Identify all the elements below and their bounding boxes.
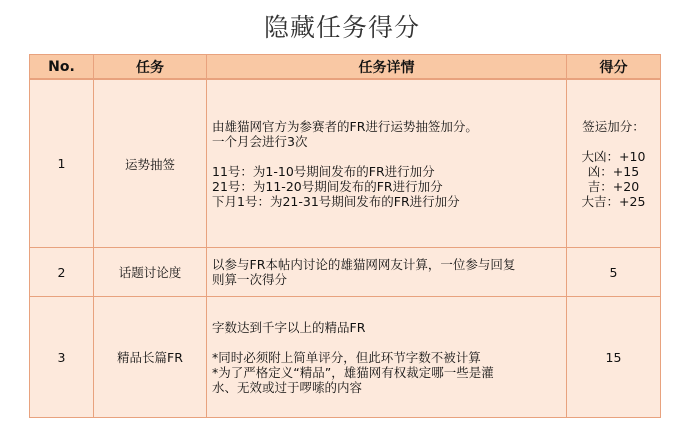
detail-line: 以参与FR本帖内讨论的雄猫网网友计算，一位参与回复	[212, 257, 516, 272]
task-name: 精品长篇FR	[94, 297, 207, 418]
detail-line: 21号：为11-20号期间发布的FR进行加分	[212, 178, 443, 194]
table-row	[30, 248, 661, 297]
task-details	[207, 297, 567, 418]
detail-spacer	[212, 335, 561, 350]
header-task: 任务	[94, 55, 207, 80]
score-line: 吉：+20	[587, 178, 640, 194]
task-details	[207, 248, 567, 297]
detail-line: 由雄猫网官方为参赛者的FR进行运势抽签加分。	[212, 118, 478, 134]
score-cell: 15	[567, 297, 661, 418]
detail-line: 则算一次得分	[212, 272, 288, 287]
score-heading: 签运加分：	[582, 118, 645, 134]
score-line: 凶：+15	[587, 163, 640, 179]
detail-line: 一个月会进行3次	[212, 133, 308, 149]
header-no: No.	[30, 55, 94, 80]
detail-line: 11号：为1-10号期间发布的FR进行加分	[212, 163, 435, 179]
hidden-task-score-table	[29, 54, 661, 418]
task-name: 话题讨论度	[94, 248, 207, 297]
score-line: 大凶：+10	[581, 148, 646, 164]
detail-line: *同时必须附上简单评分，但此环节字数不被计算	[212, 349, 481, 365]
detail-line: *为了严格定义“精品”，雄猫网有权裁定哪一些是灌	[212, 364, 494, 380]
table-row	[30, 297, 661, 418]
score-cell: 5	[567, 248, 661, 297]
table-row	[30, 79, 661, 248]
row-number: 3	[30, 297, 94, 418]
score-line: 大吉：+25	[581, 193, 646, 209]
table-header-row	[30, 55, 661, 80]
detail-line: 下月1号：为21-31号期间发布的FR进行加分	[212, 193, 460, 209]
task-name: 运势抽签	[94, 79, 207, 248]
detail-spacer	[212, 149, 561, 164]
header-score: 得分	[567, 55, 661, 80]
row-number: 1	[30, 79, 94, 248]
detail-line: 字数达到千字以上的精品FR	[212, 319, 366, 335]
page-title: 隐藏任务得分	[263, 13, 420, 42]
score-cell	[567, 79, 661, 248]
header-task-details: 任务详情	[207, 55, 567, 80]
row-number: 2	[30, 248, 94, 297]
detail-line: 水、无效或过于啰嗦的内容	[212, 379, 363, 395]
task-details	[207, 79, 567, 248]
